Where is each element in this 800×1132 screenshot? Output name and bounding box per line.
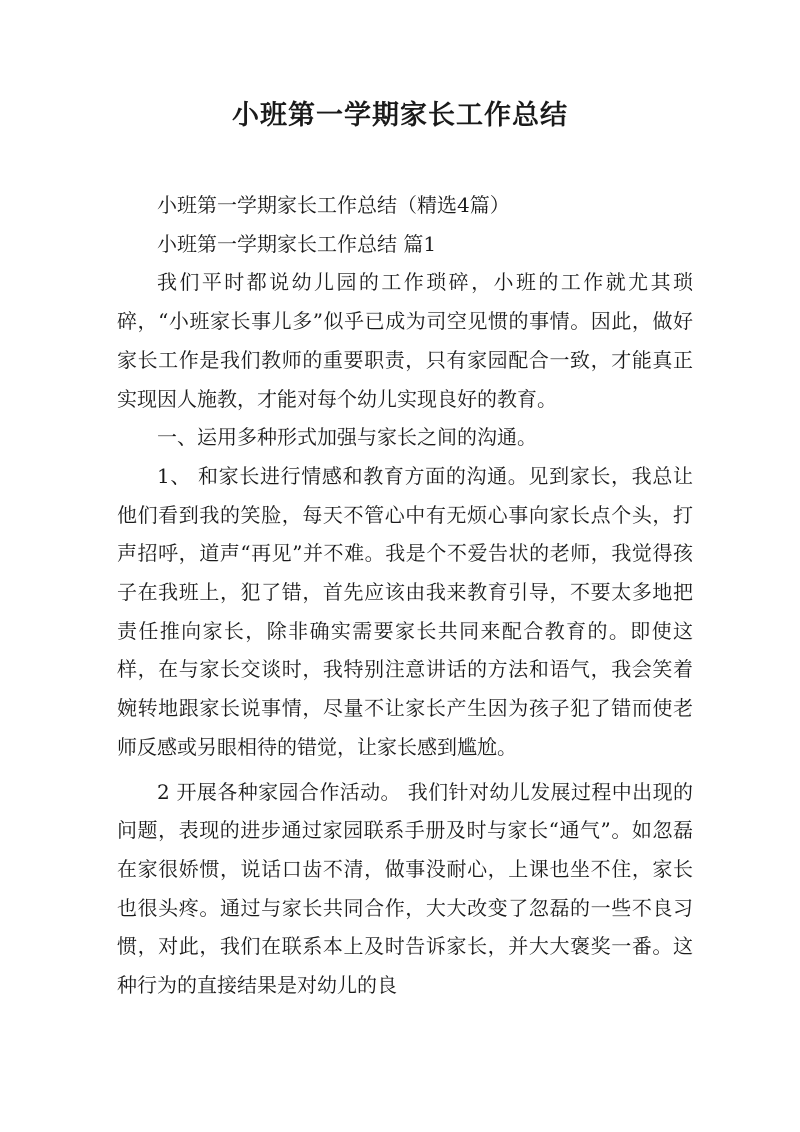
body-paragraph: 2 开展各种家园合作活动。 我们针对幼儿发展过程中出现的问题，表现的进步通过家园联系手册及时与家长“通气”。如忽磊在家很娇惯，说话口齿不清，做事没耐心，上课也坐不住，家长也很头疼。通过与家长共同合作，大大改变了忽磊的一些不良习惯，对此，我们在联系本上及时告诉家长，并大大褒奖一番。这种行为的直接结果是对幼儿的良	[117, 779, 693, 998]
document-title: 小班第一学期家长工作总结	[232, 100, 568, 131]
body-paragraph: 1、 和家长进行情感和教育方面的沟通。见到家长，我总让他们看到我的笑脸，每天不管心中有无烦心事向家长点个头，打声招呼，道声“再见”并不难。我是个不爱告状的老师，我觉得孩子在我班上，犯了错，首先应该由我来教育引导，不要太多地把责任推向家长，除非确实需要家长共同来配合教育的。即使这样，在与家长交谈时，我特别注意讲话的方法和语气，我会笑着婉转地跟家长说事情，尽量不让家长产生因为孩子犯了错而使老师反感或另眼相待的错觉，让家长感到尴尬。	[117, 463, 693, 759]
point-heading: 一、运用多种形式加强与家长之间的沟通。	[157, 425, 537, 450]
intro-paragraph: 我们平时都说幼儿园的工作琐碎，小班的工作就尤其琐碎，“小班家长事儿多”似乎已成为司空见惯的事情。因此，做好家长工作是我们教师的重要职责，只有家园配合一致，才能真正实现因人施教，才能对每个幼儿实现良好的教育。	[117, 270, 693, 411]
section-heading: 小班第一学期家长工作总结 篇1	[157, 231, 437, 256]
subtitle-paragraph: 小班第一学期家长工作总结（精选4篇）	[157, 193, 510, 217]
document-body	[117, 186, 693, 1005]
